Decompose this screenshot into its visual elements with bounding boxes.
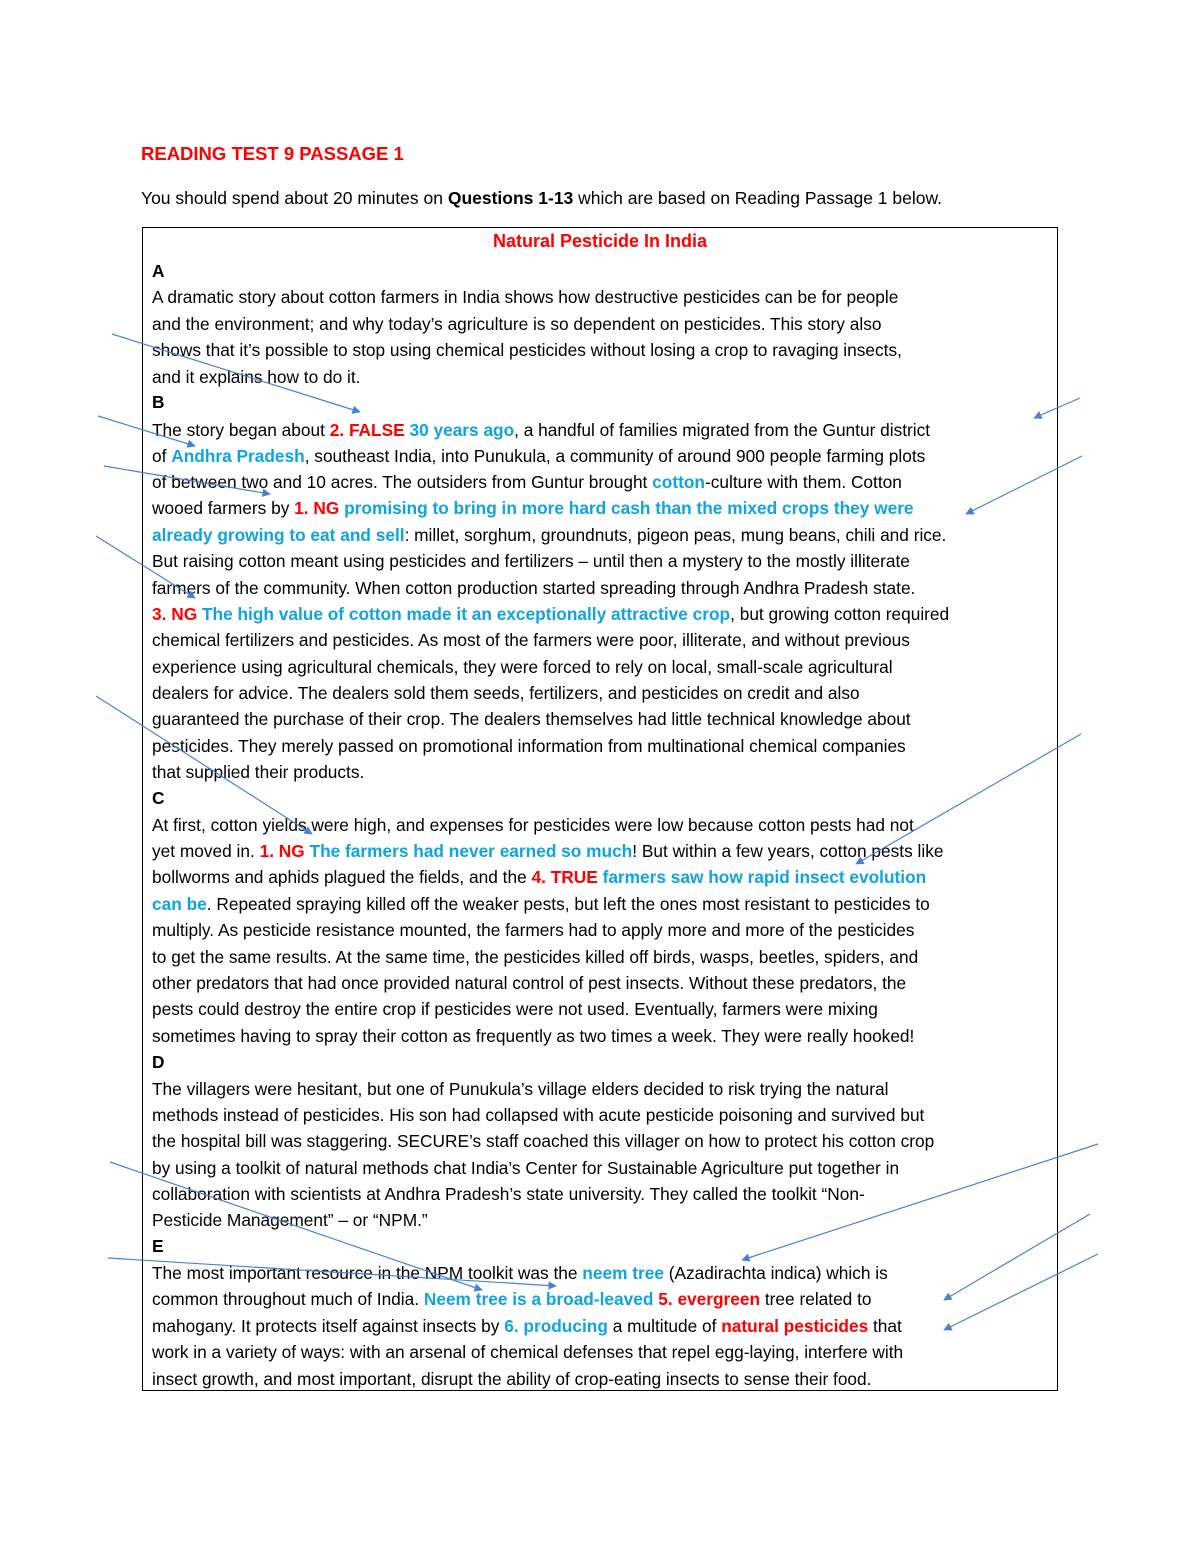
text-line: insect growth, and most important, disrupt the ability of crop-eating insects to sense their food. bbox=[152, 1369, 872, 1389]
instruction-text-end: which are based on Reading Passage 1 below. bbox=[573, 188, 943, 208]
text-line: that supplied their products. bbox=[152, 762, 365, 782]
text-line: already growing to eat and sell: millet, sorghum, groundnuts, pigeon peas, mung beans, chili and rice. bbox=[152, 525, 947, 545]
keyword-highlight: promising to bring in more hard cash than the mixed crops they were bbox=[344, 498, 914, 518]
text-line: dealers for advice. The dealers sold them seeds, fertilizers, and pesticides on credit and also bbox=[152, 683, 860, 703]
text-line: The story began about 2. FALSE 30 years ago, a handful of families migrated from the Guntur district bbox=[152, 420, 931, 440]
section-label-e: E bbox=[152, 1236, 164, 1256]
answer-label: 2. FALSE bbox=[329, 420, 405, 440]
text-line: mahogany. It protects itself against insects by 6. producing a multitude of natural pesticides that bbox=[152, 1316, 902, 1336]
keyword-highlight: 30 years ago bbox=[409, 420, 515, 440]
text-line: multiply. As pesticide resistance mounted, the farmers had to apply more and more of the pesticides bbox=[152, 920, 915, 940]
text-line: pests could destroy the entire crop if pesticides were not used. Eventually, farmers were mixing bbox=[152, 999, 878, 1019]
answer-label: 1. NG bbox=[259, 841, 305, 861]
answer-label: 4. TRUE bbox=[531, 867, 598, 887]
text-line: and it explains how to do it. bbox=[152, 367, 361, 387]
section-label-b: B bbox=[152, 392, 165, 412]
text-line: The most important resource in the NPM toolkit was the neem tree (Azadirachta indica) which is bbox=[152, 1263, 888, 1283]
keyword-highlight: The high value of cotton made it an exceptionally attractive crop bbox=[201, 604, 731, 624]
text-line: 3. NG The high value of cotton made it an exceptionally attractive crop, but growing cotton required bbox=[152, 604, 950, 624]
text-line: experience using agricultural chemicals, they were forced to rely on local, small-scale agricultural bbox=[152, 657, 893, 677]
text-line: A dramatic story about cotton farmers in India shows how destructive pesticides can be for people bbox=[152, 287, 899, 307]
text-line: Pesticide Management” – or “NPM.” bbox=[152, 1210, 428, 1230]
text-line: farmers of the community. When cotton production started spreading through Andhra Pradesh state. bbox=[152, 578, 916, 598]
text-line: sometimes having to spray their cotton as frequently as two times a week. They were really hooked! bbox=[152, 1026, 915, 1046]
section-label-a: A bbox=[152, 261, 165, 281]
text-line: shows that it’s possible to stop using chemical pesticides without losing a crop to ravaging insects, bbox=[152, 340, 902, 360]
text-line: guaranteed the purchase of their crop. The dealers themselves had little technical knowledge about bbox=[152, 709, 911, 729]
text-line: to get the same results. At the same time, the pesticides killed off birds, wasps, beetles, spiders, and bbox=[152, 947, 919, 967]
section-label-d: D bbox=[152, 1052, 165, 1072]
text-line: methods instead of pesticides. His son had collapsed with acute pesticide poisoning and survived but bbox=[152, 1105, 925, 1125]
text-line: pesticides. They merely passed on promotional information from multinational chemical companies bbox=[152, 736, 906, 756]
keyword-highlight: Andhra Pradesh bbox=[171, 446, 305, 466]
keyword-highlight: can be bbox=[152, 894, 207, 914]
text-line: of between two and 10 acres. The outsiders from Guntur brought cotton-culture with them. Cotton bbox=[152, 472, 902, 492]
answer-label: 5. evergreen bbox=[658, 1289, 761, 1309]
text-line: yet moved in. 1. NG The farmers had never earned so much! But within a few years, cotton pests like bbox=[152, 841, 944, 861]
text-line: can be. Repeated spraying killed off the weaker pests, but left the ones most resistant to pesticides to bbox=[152, 894, 930, 914]
passage-title: Natural Pesticide In India bbox=[492, 231, 708, 251]
keyword-highlight: Neem tree is a broad-leaved bbox=[423, 1289, 654, 1309]
keyword-highlight: neem tree bbox=[582, 1263, 664, 1283]
answer-label: natural pesticides bbox=[721, 1316, 869, 1336]
text-line: wooed farmers by 1. NG promising to bring in more hard cash than the mixed crops they were bbox=[152, 498, 914, 518]
keyword-highlight: already growing to eat and sell bbox=[152, 525, 405, 545]
page-title: READING TEST 9 PASSAGE 1 bbox=[141, 143, 404, 164]
section-label-c: C bbox=[152, 788, 165, 808]
text-line: collaboration with scientists at Andhra Pradesh’s state university. They called the toolkit “Non- bbox=[152, 1184, 865, 1204]
text-line: of Andhra Pradesh, southeast India, into Punukula, a community of around 900 people farming plots bbox=[152, 446, 926, 466]
keyword-highlight: 6. producing bbox=[504, 1316, 608, 1336]
answer-label: 1. NG bbox=[294, 498, 340, 518]
keyword-highlight: cotton bbox=[652, 472, 705, 492]
instruction-questions: Questions 1-13 bbox=[447, 188, 574, 208]
text-line: by using a toolkit of natural methods chat India’s Center for Sustainable Agriculture put together in bbox=[152, 1158, 900, 1178]
text-line: But raising cotton meant using pesticides and fertilizers – until then a mystery to the mostly illiterate bbox=[152, 551, 910, 571]
text-line: bollworms and aphids plagued the fields, and the 4. TRUE farmers saw how rapid insect evolution bbox=[152, 867, 927, 887]
text-line: At first, cotton yields were high, and expenses for pesticides were low because cotton pests had not bbox=[152, 815, 914, 835]
text-line: The villagers were hesitant, but one of Punukula’s village elders decided to risk trying the natural bbox=[152, 1079, 889, 1099]
text-line: chemical fertilizers and pesticides. As most of the farmers were poor, illiterate, and without previous bbox=[152, 630, 910, 650]
text-line: other predators that had once provided natural control of pest insects. Without these predators, the bbox=[152, 973, 907, 993]
text-line: and the environment; and why today’s agriculture is so dependent on pesticides. This story also bbox=[152, 314, 882, 334]
text-line: common throughout much of India. Neem tree is a broad-leaved 5. evergreen tree related to bbox=[152, 1289, 872, 1309]
text-line: the hospital bill was staggering. SECURE’s staff coached this villager on how to protect his cotton crop bbox=[152, 1131, 935, 1151]
instructions bbox=[141, 188, 942, 209]
instruction-text: You should spend about 20 minutes on bbox=[141, 188, 448, 208]
keyword-highlight: The farmers had never earned so much bbox=[309, 841, 633, 861]
keyword-highlight: farmers saw how rapid insect evolution bbox=[602, 867, 927, 887]
answer-label: 3. NG bbox=[152, 604, 198, 624]
text-line: work in a variety of ways: with an arsenal of chemical defenses that repel egg-laying, interfere with bbox=[152, 1342, 904, 1362]
